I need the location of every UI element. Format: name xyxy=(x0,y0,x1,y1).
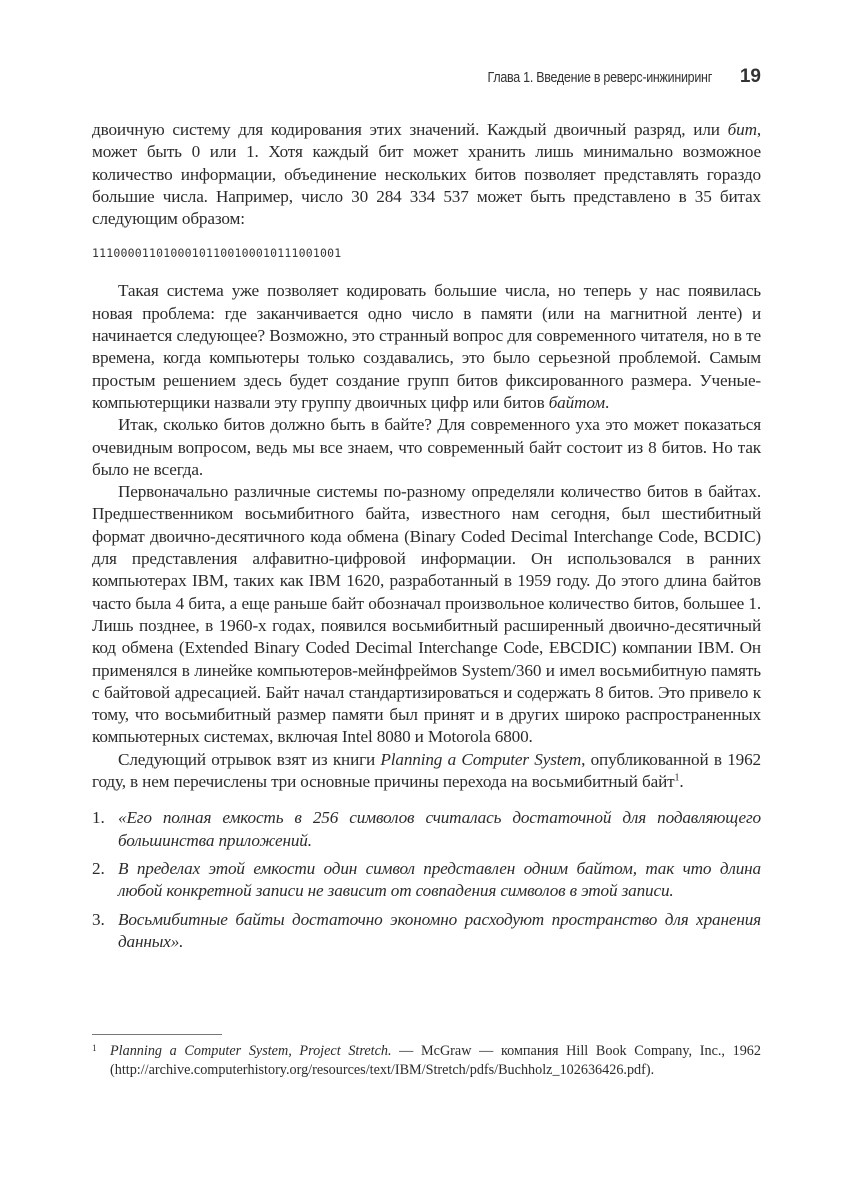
binary-code-sample: 11100001101000101100100010111001001 xyxy=(92,246,342,261)
page-number: 19 xyxy=(739,66,761,87)
footnote-text: — McGraw — компания Hill Book Company, Inc., 1962 (http://archive.computerhistory.org/resources/text/IBM/Stretch/pdfs/Buchholz_102636426.pdf). xyxy=(110,1043,761,1078)
text-span: , опубликованной в 1962 году, в нем перечислены три основные причины перехода на восьмибитный байт xyxy=(92,749,761,792)
footnote xyxy=(92,1042,761,1079)
emphasis-term: байтом xyxy=(548,392,605,412)
quote-item xyxy=(92,858,761,903)
footnote-source-title: Planning a Computer System, Project Stretch. xyxy=(110,1043,392,1059)
emphasis-term: бит xyxy=(727,120,757,139)
footnote-mark: 1 xyxy=(92,1043,97,1053)
paragraph-2 xyxy=(92,280,761,414)
footnote-reference[interactable]: 1 xyxy=(674,772,680,784)
item-text: В пределах этой емкости один символ представлен одним байтом, так что длина любой конкретной записи не зависит от совпадения символов в этой записи. xyxy=(118,858,761,901)
quote-item xyxy=(92,909,761,954)
book-title: Planning a Computer System xyxy=(380,749,582,769)
paragraph-5 xyxy=(92,749,761,794)
text-span: Такая система уже позволяет кодировать большие числа, но теперь у нас появилась новая проблема: где заканчивается одно число в памяти (или на магнитной ленте) и начинается следующее? Возможно, это странный вопрос для современного читателя, но в те времена, когда компьютеры только создавались, это было серьезной проблемой. Самым простым решением здесь будет создание групп битов фиксированного размера. Ученые-компьютерщики назвали эту группу двоичных цифр или битов xyxy=(92,281,761,412)
chapter-title: Глава 1. Введение в реверс-инжиниринг xyxy=(487,70,712,86)
text-span: двоичную систему для кодирования этих значений. Каждый двоичный разряд, или xyxy=(92,120,728,139)
footnote-divider xyxy=(92,1034,222,1035)
item-number: 1. xyxy=(92,808,105,828)
paragraph-3: Итак, сколько битов должно быть в байте? Для современного уха это может показаться очевидным вопросом, ведь мы все знаем, что современный байт состоит из 8 битов. Но так было не всегда. xyxy=(92,415,761,479)
text-span: . xyxy=(604,392,610,412)
item-number: 2. xyxy=(92,858,105,878)
paragraph-1 xyxy=(92,119,761,230)
item-number: 3. xyxy=(92,909,105,929)
paragraph-4: Первоначально различные системы по-разному определяли количество битов в байтах. Предшественником восьмибитного байта, известного нам сегодня, был шестибитный формат двоично-десятичного кода обмена (Binary Coded Decimal Interchange Code, BCDIC) для представления алфавитно-цифровой информации. Он использовался в ранних компьютерах IBM, таких как IBM 1620, разработанный в 1959 году. До этого длина байтов часто была 4 бита, а еще раньше байт обозначал произвольное количество битов, большее 1. Лишь позднее, в 1960-х годах, появился восьмибитный расширенный двоично-десятичный код обмена (Extended Binary Coded Decimal Interchange Code, EBCDIC) компании IBM. Он применялся в линейке компьютеров-мейнфреймов System/360 и имел восьмибитную память с байтовой адресацией. Байт начал стандартизироваться и содержать 8 битов. Это привело к тому, что восьмибитный размер памяти был принят и в других широко распространенных компьютерных системах, включая Intel 8080 и Motorola 6800. xyxy=(92,482,761,747)
quote-list xyxy=(92,807,761,953)
text-span: , может быть 0 или 1. Хотя каждый бит может хранить лишь минимально возможное количество информации, объединение нескольких битов позволяет представлять гораздо большие числа. Например, число 30 284 334 537 может быть представлено в 35 битах следующим образом: xyxy=(92,120,761,229)
body-text xyxy=(92,119,761,959)
running-header xyxy=(92,66,761,90)
text-span: . xyxy=(679,772,684,792)
quote-item xyxy=(92,807,761,852)
item-text: Восьмибитные байты достаточно экономно расходуют пространство для хранения данных». xyxy=(118,909,761,951)
item-text: «Его полная емкость в 256 символов считалась достаточной для подавляющего большинства приложений. xyxy=(118,808,761,850)
text-span: Следующий отрывок взят из книги xyxy=(118,749,381,769)
